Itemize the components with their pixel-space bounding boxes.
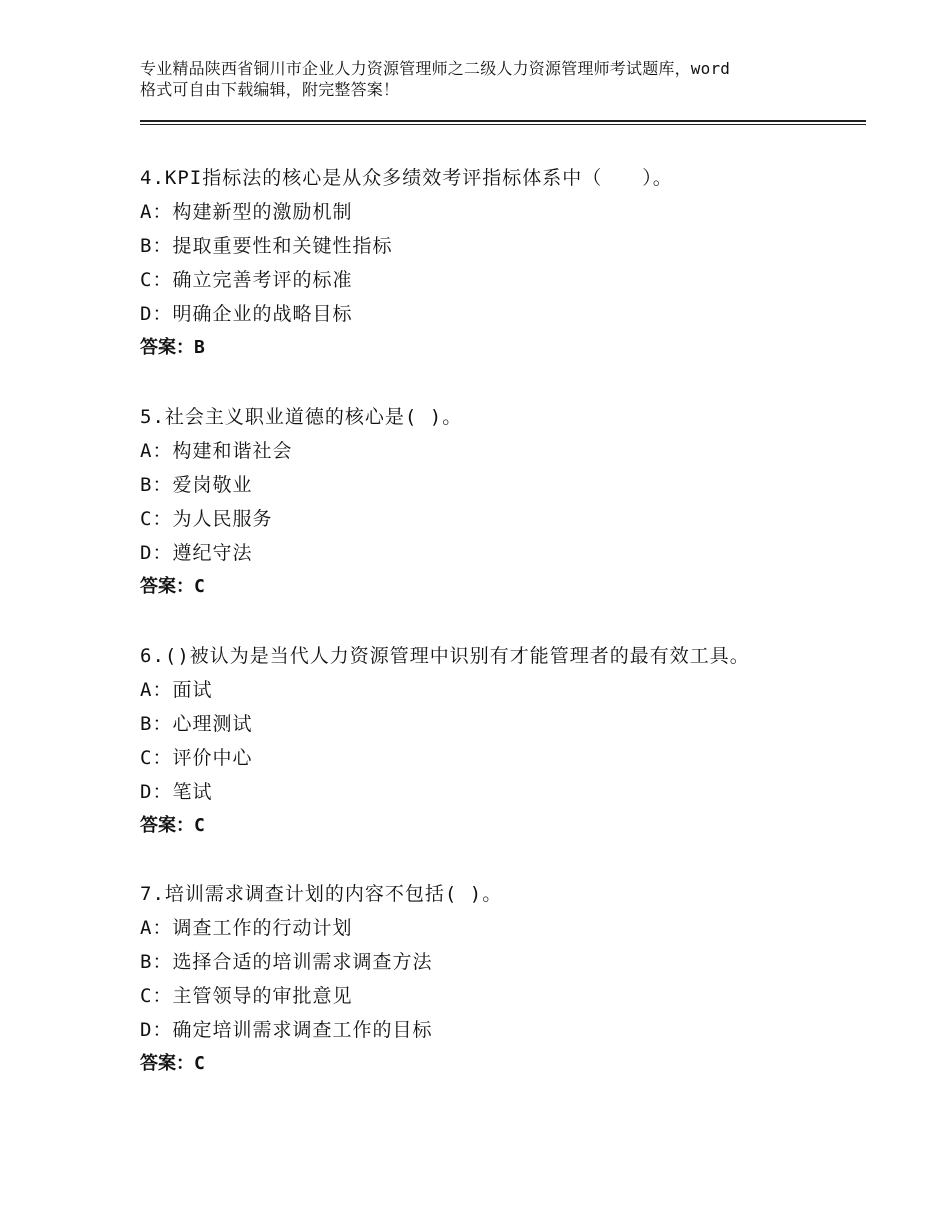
option-a: A：面试: [140, 679, 213, 701]
answer-value: C: [194, 576, 205, 597]
question-title: 6.()被认为是当代人力资源管理中识别有才能管理者的最有效工具。: [140, 645, 750, 667]
option-d: D：遵纪守法: [140, 542, 253, 564]
question-4: [140, 161, 860, 365]
option-d: D：笔试: [140, 781, 213, 803]
answer-value: C: [194, 815, 205, 836]
option-b: B：心理测试: [140, 713, 253, 735]
answer-value: C: [194, 1053, 205, 1074]
option-a: A：构建新型的激励机制: [140, 201, 353, 223]
option-c: C：主管领导的审批意见: [140, 985, 353, 1007]
answer-label: 答案：: [140, 576, 194, 597]
header-divider-thin: [140, 124, 866, 125]
option-d: D：确定培训需求调查工作的目标: [140, 1019, 433, 1041]
option-d: D：明确企业的战略目标: [140, 303, 353, 325]
header-line-1: 专业精品陕西省铜川市企业人力资源管理师之二级人力资源管理师考试题库，word: [140, 59, 731, 78]
question-title: 5.社会主义职业道德的核心是( )。: [140, 406, 463, 428]
document-header: [140, 58, 840, 100]
question-5: [140, 400, 860, 604]
header-line-2: 格式可自由下载编辑，附完整答案！: [140, 80, 400, 99]
question-title: 4.KPI指标法的核心是从众多绩效考评指标体系中（ ）。: [140, 167, 673, 189]
answer: [140, 809, 860, 843]
option-c: C：确立完善考评的标准: [140, 269, 353, 291]
question-title: 7.培训需求调查计划的内容不包括( )。: [140, 883, 503, 905]
option-b: B：选择合适的培训需求调查方法: [140, 951, 433, 973]
answer-label: 答案：: [140, 1053, 194, 1074]
answer-label: 答案：: [140, 337, 194, 358]
option-c: C：评价中心: [140, 747, 253, 769]
option-b: B：爱岗敬业: [140, 474, 253, 496]
header-divider-thick: [140, 120, 866, 122]
question-7: [140, 877, 860, 1081]
option-a: A：构建和谐社会: [140, 440, 293, 462]
answer: [140, 331, 860, 365]
question-6: [140, 639, 860, 843]
option-a: A：调查工作的行动计划: [140, 917, 353, 939]
answer-value: B: [194, 337, 205, 358]
option-b: B：提取重要性和关键性指标: [140, 235, 393, 257]
option-c: C：为人民服务: [140, 508, 273, 530]
answer: [140, 1047, 860, 1081]
answer: [140, 570, 860, 604]
answer-label: 答案：: [140, 815, 194, 836]
